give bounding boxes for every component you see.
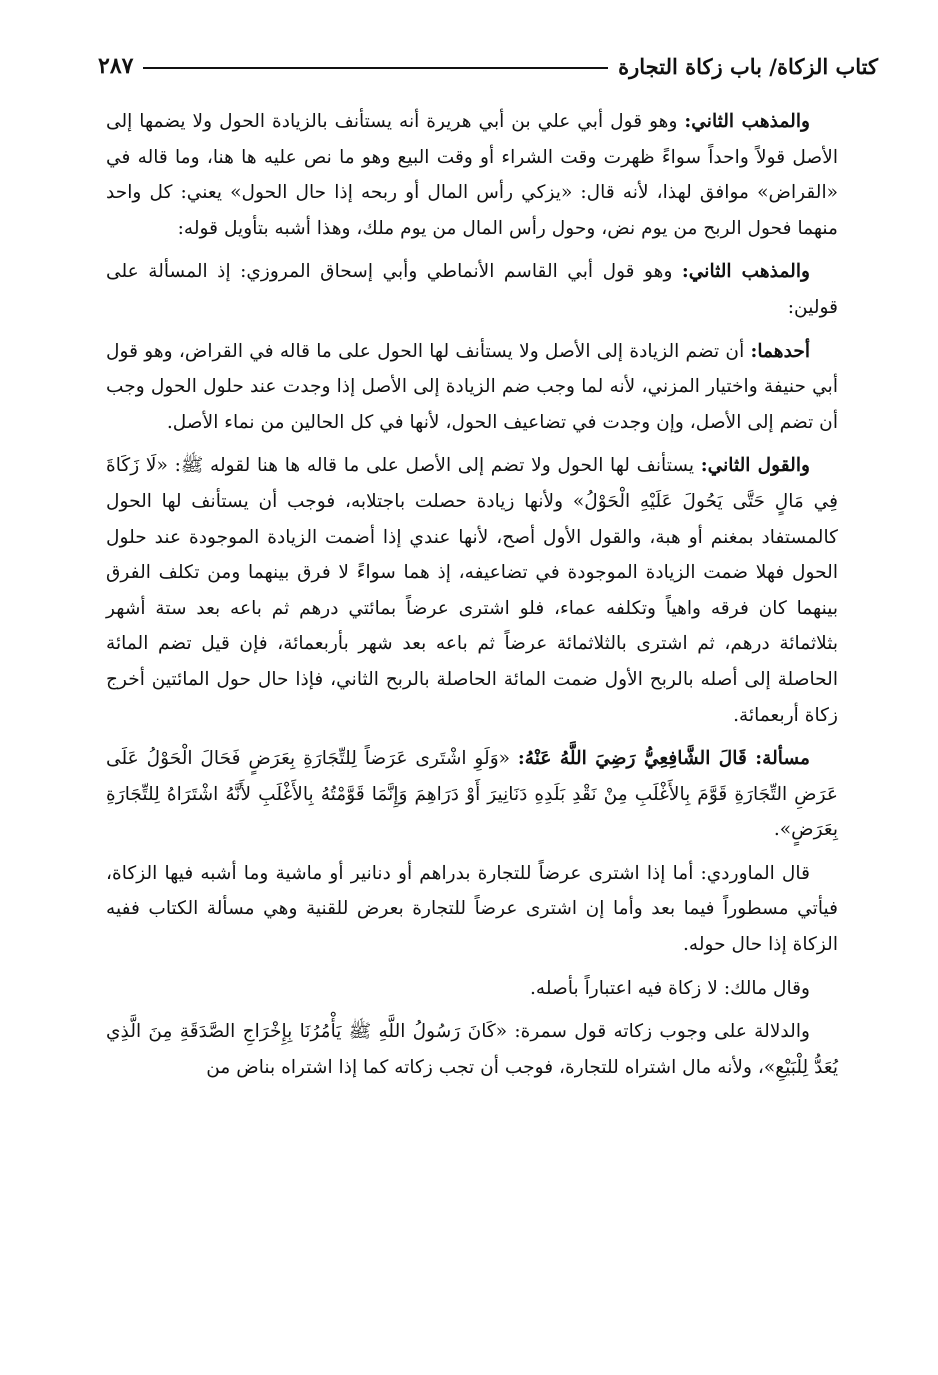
paragraph-text: والدلالة على وجوب زكاته قول سمرة: «كَانَ رَسُولُ اللَّهِ ﷺ يَأْمُرُنَا بِإِخْرَاجِ الصَّدَقَةِ مِنَ الَّذِي يُعَدُّ لِلْبَيْعِ»، ولأنه مال اشتراه للتجارة، فوجب أن تجب زكاته كما إذا اشتراه بناض من [106, 1021, 838, 1078]
page-number: ٢٨٧ [98, 53, 134, 79]
page-body [106, 104, 838, 1085]
header-title: كتاب الزكاة/ باب زكاة التجارة [618, 53, 878, 79]
paragraph-text: قال الماوردي: أما إذا اشترى عرضاً للتجارة بدراهم أو دنانير أو ماشية وما أشبه فيها الزكاة، فيأتي مسطوراً فيما بعد وأما إن اشترى عرضاً للتجارة بعرض للقنية وهي مسألة الكتاب ففيه الزكاة إذا حال حوله. [106, 862, 838, 956]
paragraph-6 [106, 856, 838, 963]
paragraph-lead: والمذهب الثاني: [684, 111, 810, 132]
paragraph-2 [106, 254, 838, 325]
paragraph-8 [106, 1014, 838, 1085]
paragraph-1 [106, 104, 838, 246]
header-rule [143, 67, 608, 69]
paragraph-7 [106, 971, 838, 1007]
paragraph-text: «وَلَوِ اشْتَرى عَرَضاً لِلتِّجَارَةِ بِعَرَضٍ فَحَالَ الْحَوْلُ عَلَى عَرَضِ التِّجَارَةِ قَوَّمَ بِالأَغْلَبِ مِنْ نَقْدِ بَلَدِهِ دَنَانِيرَ أَوْ دَرَاهِمَ وَإِنَّمَا قَوَّمْتُهُ بِالأَغْلَبِ لأَنَّهُ اشْتَرَاهُ لِلتِّجَارَةِ بِعَرَضٍ». [106, 748, 838, 841]
paragraph-lead: والقول الثاني: [700, 455, 810, 477]
paragraph-text: أن تضم الزيادة إلى الأصل ولا يستأنف لها الحول على ما قاله في القراض، وهو قول أبي حنيفة واختيار المزني، لأنه لما وجب ضم الزيادة إلى الأصل إذا وجدت عند حلول الحول وجب أن تضم إلى الأصل، وإن وجدت في تضاعيف الحول، لأنها في كل الحالين من نماء الأصل. [106, 340, 838, 433]
paragraph-text: وهو قول أبي القاسم الأنماطي وأبي إسحاق المروزي: إذ المسألة على قولين: [106, 261, 838, 318]
paragraph-lead: مسألة: قَالَ الشَّافِعِيُّ رَضِيَ اللَّهُ عَنْهُ: [517, 748, 810, 770]
paragraph-lead: أحدهما: [750, 340, 810, 362]
paragraph-3 [106, 334, 838, 441]
paragraph-5 [106, 741, 838, 848]
paragraph-lead: والمذهب الثاني: [681, 261, 810, 283]
paragraph-text: وقال مالك: لا زكاة فيه اعتباراً بأصله. [530, 977, 810, 999]
paragraph-text: يستأنف لها الحول ولا تضم إلى الأصل على ما قاله ها هنا لقوله ﷺ: «لَا زَكَاةَ فِي مَالٍ حَتَّى يَحُولَ عَلَيْهِ الْحَوْلُ» ولأنها زيادة حصلت باجتلابه، فوجب أن يستأنف لها الحول كالمستفاد بمغنم أو هبة، والقول الأول أصح، لأنها عندي إذا أضمت الزيادة الموجودة عند حلول الحول فهلا ضمت الزيادة الموجودة في تضاعيفه، إذ هما سواءً لا فرق بينهما ومن تكلف الفرق بينهما كان فرقه واهياً وتكلفه عماء، فلو اشترى عرضاً بمائتي درهم ثم باعه بعد ستة أشهر بثلاثمائة درهم، ثم اشترى بالثلاثمائة عرضاً ثم باعه بعد شهر بأربعمائة، فإن قيل تضم المائة الحاصلة إلى أصله بالربح الأول ضمت المائة الحاصلة بالربح الثاني، فإذا حال حول المائتين أخرج زكاة أربعمائة. [106, 455, 838, 726]
running-header [98, 46, 878, 86]
paragraph-4 [106, 448, 838, 733]
paragraph-text: وهو قول أبي علي بن أبي هريرة أنه يستأنف بالزيادة الحول ولا يضمها إلى الأصل قولاً واحداً سواءً ظهرت وقت الشراء أو وقت البيع وهو ما نص عليه ها هنا، وما قاله في «القراض» موافق لهذا، لأنه قال: «يزكي رأس المال أو ربحه إذا حال الحول» يعني: كل واحد منهما فحول الربح من يوم نض، وحول رأس المال من يوم ملك، وهذا أشبه بتأويل قوله: [106, 111, 838, 239]
